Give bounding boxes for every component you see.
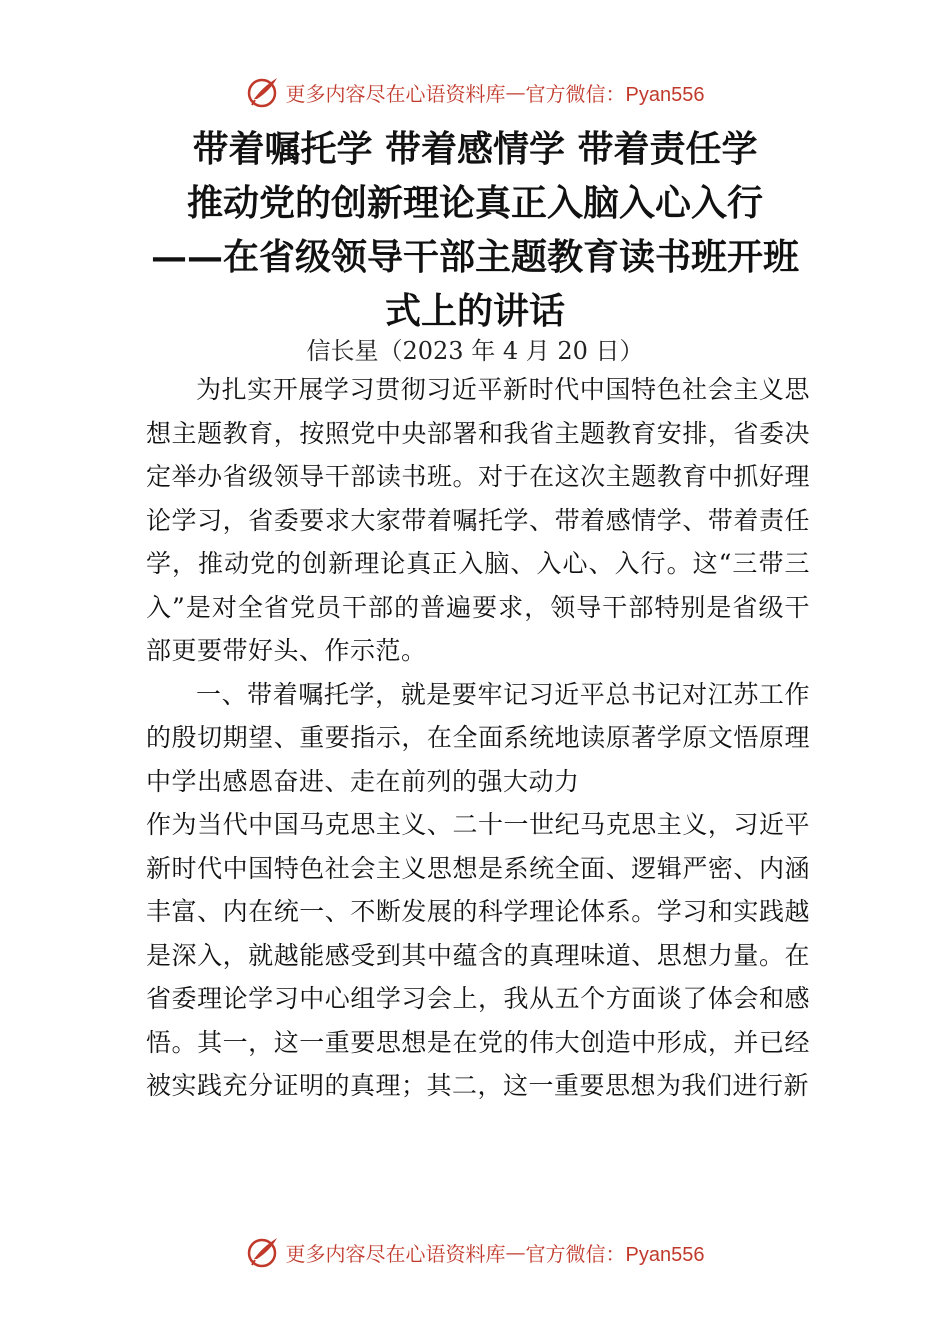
banner-separator: — <box>505 80 526 104</box>
header-watermark <box>0 72 950 112</box>
paragraph-body: 作为当代中国马克思主义、二十一世纪马克思主义，习近平新时代中国特色社会主义思想是系统全面、逻辑严密、内涵丰富、内在统一、不断发展的科学理论体系。学习和实践越是深入，就越能感受到其中蕴含的真理味道、思想力量。在省委理论学习中心组学习会上，我从五个方面谈了体会和感悟。其一，这一重要思想是在党的伟大创造中形成，并已经被实践充分证明的真理；其二，这一重要思想为我们进行新 <box>146 810 810 1100</box>
document-title <box>0 122 950 338</box>
paragraph-intro: 为扎实开展学习贯彻习近平新时代中国特色社会主义思想主题教育，按照党中央部署和我省主题教育安排，省委决定举办省级领导干部读书班。对于在这次主题教育中抓好理论学习，省委要求大家带着嘱托学、带着感情学、带着责任学，推动党的创新理论真正入脑、入心、入行。这“三带三入”是对全省党员干部的普遍要求，领导干部特别是省级干部更要带好头、作示范。 <box>146 375 810 665</box>
banner-wechat: 官方微信：Pyan556 <box>525 1243 705 1266</box>
title-line-1: 带着嘱托学 带着感情学 带着责任学 <box>192 128 758 170</box>
banner-wechat: 官方微信：Pyan556 <box>525 83 705 106</box>
banner-text: 更多内容尽在心语资料库 <box>285 1241 506 1266</box>
quill-seal-icon <box>246 75 280 109</box>
document-body <box>146 368 810 1108</box>
title-line-3: ——在省级领导干部主题教育读书班开班 <box>150 236 799 278</box>
banner-separator: — <box>505 1240 526 1264</box>
author-date: 信长星（2023 年 4 月 20 日） <box>306 337 644 365</box>
title-line-2: 推动党的创新理论真正入脑入心入行 <box>186 182 763 224</box>
quill-seal-icon <box>246 1235 280 1269</box>
footer-watermark <box>0 1232 950 1272</box>
section-heading-1: 一、带着嘱托学，就是要牢记习近平总书记对江苏工作的殷切期望、重要指示，在全面系统地读原著学原文悟原理中学出感恩奋进、走在前列的强大动力 <box>146 679 810 796</box>
title-line-4: 式上的讲话 <box>384 290 565 332</box>
banner-text: 更多内容尽在心语资料库 <box>285 81 506 106</box>
